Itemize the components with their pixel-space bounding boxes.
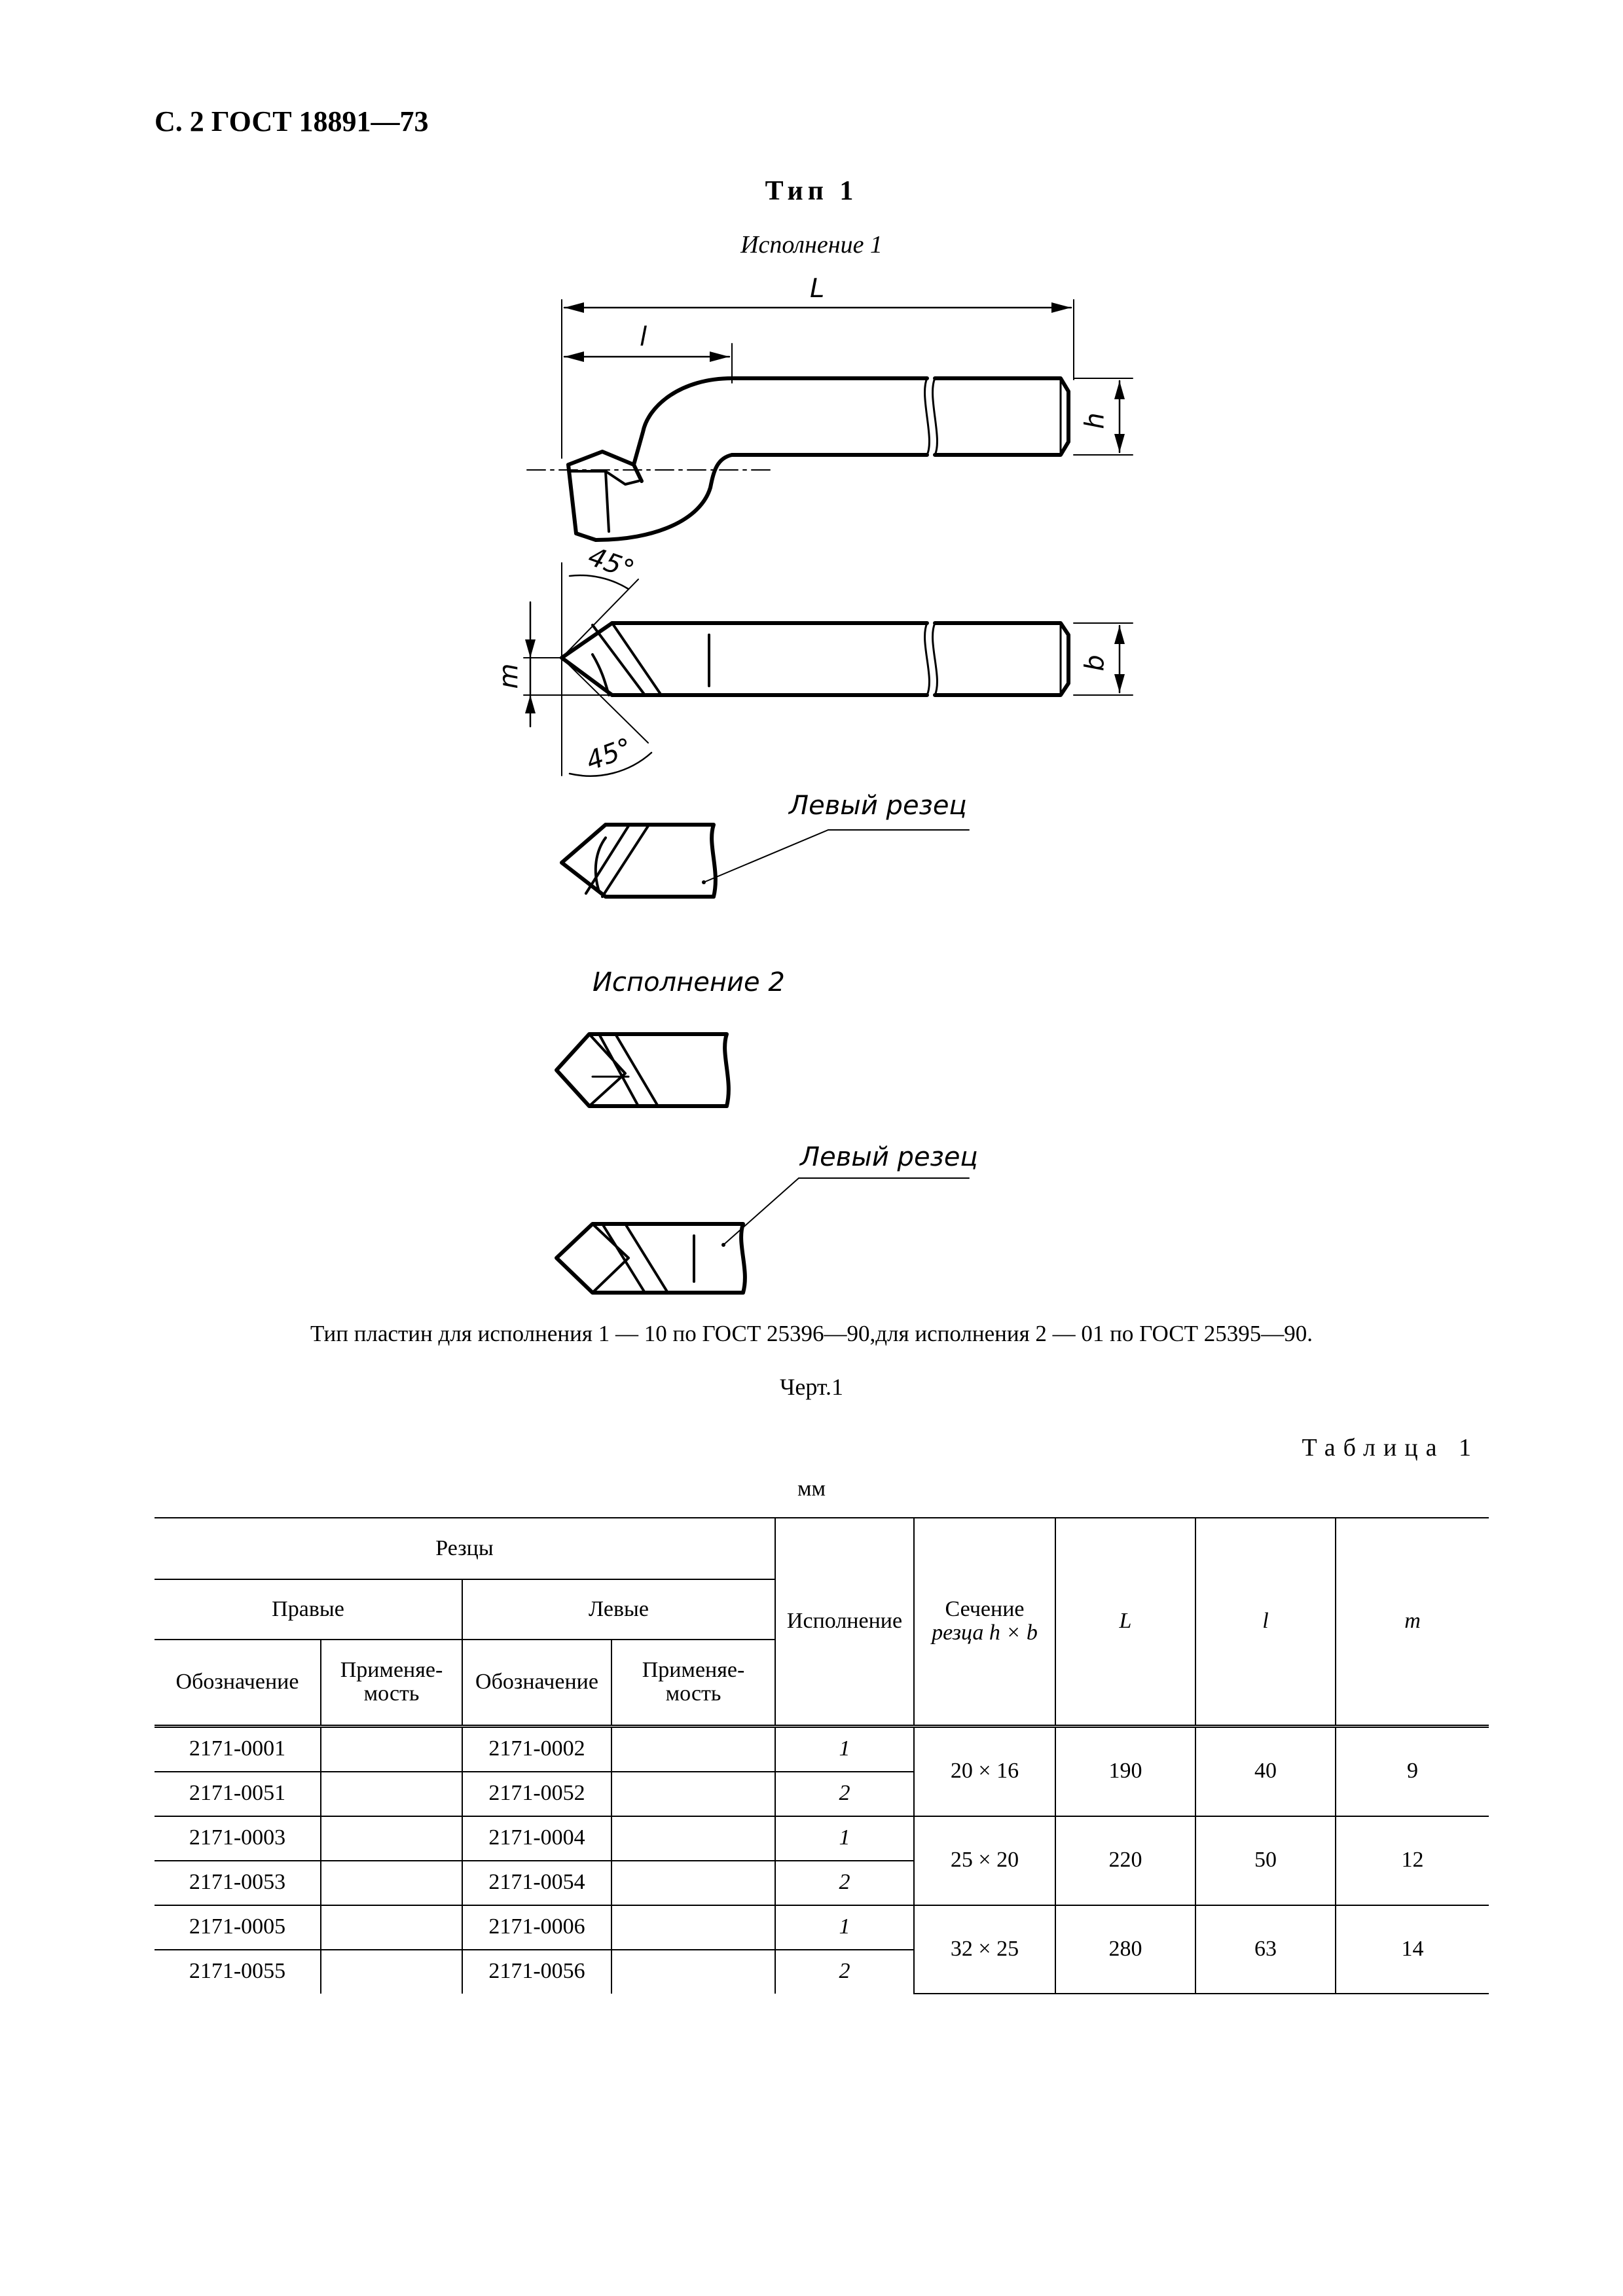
table-units: мм [797, 1477, 826, 1501]
cell-section: 25 × 20 [914, 1816, 1055, 1905]
dim-m-label: m [494, 663, 524, 689]
cell-variant: 1 [775, 1905, 914, 1950]
cell-right-designation: 2171-0001 [155, 1726, 321, 1772]
cell-right-applicability [321, 1950, 462, 1994]
cell-l: 40 [1195, 1726, 1336, 1816]
header-section-line2: резца h × b [932, 1621, 1038, 1645]
left-cutter-variant2 [556, 1178, 969, 1293]
cell-left-applicability [611, 1816, 775, 1861]
cell-m: 14 [1336, 1905, 1489, 1994]
cell-right-applicability [321, 1772, 462, 1816]
table-row [155, 1816, 1489, 1861]
cell-variant: 1 [775, 1816, 914, 1861]
left-cutter-label-2: Левый резец [800, 1142, 978, 1172]
cell-section: 32 × 25 [914, 1905, 1055, 1994]
header-section-line1: Сечение [945, 1596, 1025, 1621]
cell-left-applicability [611, 1861, 775, 1905]
cell-l: 63 [1195, 1905, 1336, 1994]
variant2-title: Исполнение 2 [593, 967, 785, 997]
cell-left-designation: 2171-0004 [462, 1816, 611, 1861]
figure-label: Черт.1 [780, 1374, 843, 1400]
header-applicability-right: Применяе-мость [321, 1640, 462, 1726]
page-header: С. 2 ГОСТ 18891—73 [155, 105, 429, 137]
dim-b-label: b [1080, 655, 1110, 672]
cell-right-applicability [321, 1905, 462, 1950]
cutter-side-view [527, 300, 1133, 540]
dim-L-label: L [810, 274, 825, 304]
cell-left-applicability [611, 1950, 775, 1994]
cell-left-designation: 2171-0052 [462, 1772, 611, 1816]
cell-left-applicability [611, 1726, 775, 1772]
header-designation-left: Обозначение [462, 1640, 611, 1726]
dim-h-label: h [1080, 412, 1110, 429]
header-left: Левые [462, 1579, 775, 1640]
cell-left-designation: 2171-0006 [462, 1905, 611, 1950]
cell-left-designation: 2171-0002 [462, 1726, 611, 1772]
cell-left-designation: 2171-0054 [462, 1861, 611, 1905]
cell-right-designation: 2171-0055 [155, 1950, 321, 1994]
cell-L: 190 [1055, 1726, 1195, 1816]
cell-right-designation: 2171-0051 [155, 1772, 321, 1816]
left-cutter-variant1 [562, 825, 969, 897]
header-cutters: Резцы [155, 1518, 775, 1579]
cell-right-designation: 2171-0053 [155, 1861, 321, 1905]
table-caption: Таблица 1 [1302, 1434, 1479, 1462]
dim-l-label: l [640, 322, 647, 352]
header-variant: Исполнение [775, 1518, 914, 1726]
cell-right-designation: 2171-0005 [155, 1905, 321, 1950]
cell-variant: 1 [775, 1726, 914, 1772]
cell-left-designation: 2171-0056 [462, 1950, 611, 1994]
cell-right-designation: 2171-0003 [155, 1816, 321, 1861]
header-section [914, 1518, 1055, 1726]
header-l: l [1195, 1518, 1336, 1726]
cell-variant: 2 [775, 1950, 914, 1994]
header-right: Правые [155, 1579, 462, 1640]
variant1-title: Исполнение 1 [740, 231, 883, 259]
cell-right-applicability [321, 1816, 462, 1861]
cutters-table [155, 1517, 1489, 1994]
cell-l: 50 [1195, 1816, 1336, 1905]
table-row [155, 1905, 1489, 1950]
table-row [155, 1726, 1489, 1772]
cell-m: 12 [1336, 1816, 1489, 1905]
header-designation-right: Обозначение [155, 1640, 321, 1726]
cell-L: 220 [1055, 1816, 1195, 1905]
cell-variant: 2 [775, 1861, 914, 1905]
header-m: m [1336, 1518, 1489, 1726]
cell-m: 9 [1336, 1726, 1489, 1816]
cell-variant: 2 [775, 1772, 914, 1816]
cutter-variant2 [556, 1034, 729, 1106]
cell-right-applicability [321, 1726, 462, 1772]
angle-top-label: 45° [584, 541, 638, 586]
header-applicability-left: Применяе-мость [611, 1640, 775, 1726]
type-title: Тип 1 [765, 176, 858, 206]
cell-left-applicability [611, 1905, 775, 1950]
cell-section: 20 × 16 [914, 1726, 1055, 1816]
plate-type-note: Тип пластин для исполнения 1 — 10 по ГОСТ 25396—90,для исполнения 2 — 01 по ГОСТ 25395—90. [310, 1321, 1313, 1346]
angle-bottom-label: 45° [582, 732, 636, 777]
cell-L: 280 [1055, 1905, 1195, 1994]
cell-right-applicability [321, 1861, 462, 1905]
header-L: L [1055, 1518, 1195, 1726]
cell-left-applicability [611, 1772, 775, 1816]
left-cutter-label-1: Левый резец [789, 791, 967, 821]
